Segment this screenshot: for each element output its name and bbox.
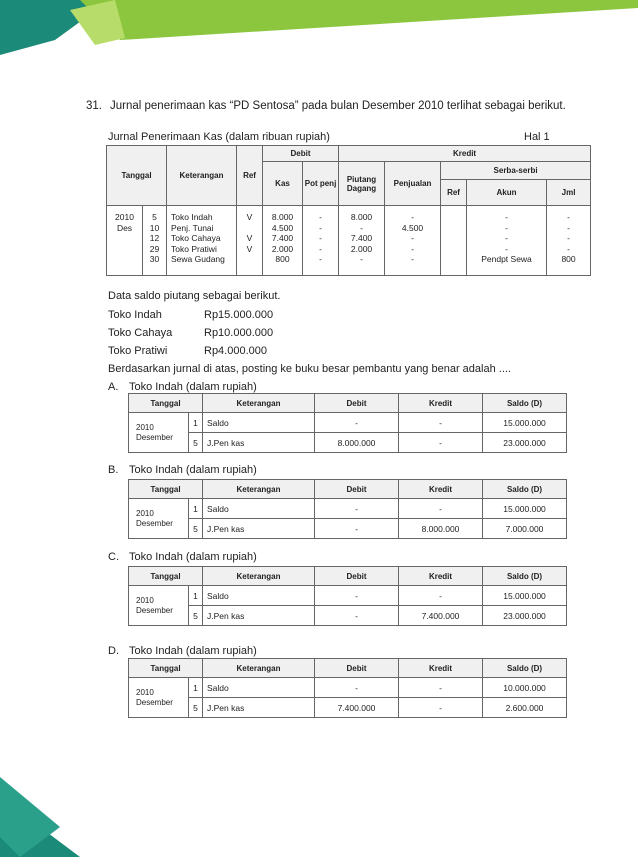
ket: Penj. Tunai (171, 222, 214, 233)
jml: - (567, 212, 570, 222)
option-c-table (128, 566, 567, 626)
day: 10 (149, 222, 160, 233)
ledger-saldo: 23.000.000 (483, 433, 567, 453)
kas: 8.000 (271, 212, 294, 222)
journal-title: Jurnal Penerimaan Kas (dalam ribuan rupiah) (108, 131, 330, 143)
akun: - (505, 212, 508, 222)
journal-penjualan (385, 206, 441, 276)
ledger-month: Desember (136, 518, 173, 528)
col-debit: Debit (263, 146, 339, 162)
ledger-ket: Saldo (203, 413, 315, 433)
col-serba-serbi: Serba-serbi (441, 162, 591, 180)
ledger-day: 5 (189, 606, 203, 626)
day: 30 (149, 254, 160, 264)
ledger-kredit: - (399, 413, 483, 433)
journal-keterangan (167, 206, 237, 276)
ledger-saldo: 15.000.000 (483, 413, 567, 433)
penjualan: 4.500 (401, 222, 424, 233)
ledger-debit: - (315, 678, 399, 698)
pot: - (319, 254, 322, 264)
col-debit: Debit (315, 480, 399, 499)
ledger-day: 1 (189, 678, 203, 698)
ledger-year: 2010 (136, 422, 154, 432)
saldo-name: Toko Indah (108, 309, 162, 321)
saldo-value: Rp15.000.000 (204, 309, 274, 321)
col-debit: Debit (315, 567, 399, 586)
piutang: 8.000 (350, 212, 373, 222)
col-keterangan: Keterangan (203, 659, 315, 678)
col-saldo: Saldo (D) (483, 394, 567, 413)
journal-piutang (339, 206, 385, 276)
ledger-date (129, 413, 189, 453)
col-tanggal: Tanggal (129, 394, 203, 413)
day: 12 (149, 233, 160, 243)
ref (237, 254, 262, 265)
header-decoration (0, 0, 638, 70)
question-number: 31. (86, 100, 102, 112)
saldo-value: Rp10.000.000 (204, 327, 274, 339)
col-keterangan: Keterangan (167, 146, 237, 206)
journal-pot-penj (303, 206, 339, 276)
ledger-month: Desember (136, 605, 173, 615)
ledger-kredit: 8.000.000 (399, 519, 483, 539)
col-ref: Ref (237, 146, 263, 206)
ledger-debit: - (315, 606, 399, 626)
ledger-ket: J.Pen kas (203, 433, 315, 453)
journal-jml (547, 206, 591, 276)
col-tanggal: Tanggal (129, 567, 203, 586)
col-tanggal: Tanggal (129, 480, 203, 499)
ledger-day: 5 (189, 519, 203, 539)
ledger-day: 1 (189, 413, 203, 433)
ledger-kredit: - (399, 499, 483, 519)
ledger-year: 2010 (136, 508, 154, 518)
journal-month: Des (116, 222, 133, 233)
option-a-title[interactable]: Toko Indah (dalam rupiah) (129, 381, 257, 393)
ledger-day: 5 (189, 433, 203, 453)
saldo-value: Rp4.000.000 (204, 345, 267, 357)
question-prompt: Berdasarkan jurnal di atas, posting ke buku besar pembantu yang benar adalah .... (108, 363, 511, 375)
piutang: - (360, 222, 363, 233)
ledger-kredit: - (399, 586, 483, 606)
col-akun: Akun (467, 180, 547, 206)
ket: Toko Indah (171, 212, 213, 222)
ledger-ket: Saldo (203, 586, 315, 606)
col-debit: Debit (315, 394, 399, 413)
col-keterangan: Keterangan (203, 480, 315, 499)
col-saldo: Saldo (D) (483, 567, 567, 586)
day: 29 (149, 243, 160, 254)
ledger-debit: - (315, 413, 399, 433)
col-keterangan: Keterangan (203, 394, 315, 413)
col-kredit: Kredit (339, 146, 591, 162)
ledger-day: 1 (189, 586, 203, 606)
col-kas: Kas (263, 162, 303, 206)
ledger-ket: Saldo (203, 678, 315, 698)
option-d-title[interactable]: Toko Indah (dalam rupiah) (129, 645, 257, 657)
ledger-day: 5 (189, 698, 203, 718)
option-c-title[interactable]: Toko Indah (dalam rupiah) (129, 551, 257, 563)
ledger-debit: 7.400.000 (315, 698, 399, 718)
penjualan: - (411, 212, 414, 222)
journal-ref (237, 206, 263, 276)
journal-ss-ref (441, 206, 467, 276)
piutang: - (360, 254, 363, 264)
jml: - (567, 222, 570, 233)
option-b-table (128, 479, 567, 539)
col-pot-penj: Pot penj (303, 162, 339, 206)
ledger-ket: J.Pen kas (203, 606, 315, 626)
kas: 4.500 (271, 222, 294, 233)
pot: - (319, 233, 322, 243)
ledger-saldo: 2.600.000 (483, 698, 567, 718)
akun: Pendpt Sewa (481, 254, 532, 264)
ledger-kredit: - (399, 433, 483, 453)
ledger-ket: J.Pen kas (203, 698, 315, 718)
ledger-ket: J.Pen kas (203, 519, 315, 539)
ref (237, 223, 262, 234)
ledger-saldo: 23.000.000 (483, 606, 567, 626)
option-a-letter[interactable]: A. (108, 381, 119, 393)
ket: Sewa Gudang (171, 254, 225, 264)
col-tanggal: Tanggal (107, 146, 167, 206)
journal-akun (467, 206, 547, 276)
saldo-intro: Data saldo piutang sebagai berikut. (108, 290, 281, 302)
jml: - (567, 233, 570, 243)
ledger-day: 1 (189, 499, 203, 519)
ledger-debit: - (315, 519, 399, 539)
col-tanggal: Tanggal (129, 659, 203, 678)
col-penjualan: Penjualan (385, 162, 441, 206)
ledger-debit: 8.000.000 (315, 433, 399, 453)
journal-page: Hal 1 (524, 131, 550, 143)
saldo-name: Toko Pratiwi (108, 345, 168, 357)
journal-table (106, 145, 591, 276)
col-piutang: Piutang Dagang (339, 162, 385, 206)
journal-year: 2010 (115, 212, 134, 222)
ket: Toko Pratiwi (171, 243, 217, 254)
col-saldo: Saldo (D) (483, 659, 567, 678)
penjualan: - (411, 254, 414, 264)
option-a-table (128, 393, 567, 453)
journal-kas (263, 206, 303, 276)
piutang: 7.400 (350, 233, 373, 243)
col-kredit: Kredit (399, 480, 483, 499)
col-jml: Jml (547, 180, 591, 206)
saldo-name: Toko Cahaya (108, 327, 173, 339)
ket: Toko Cahaya (171, 233, 221, 243)
col-kredit: Kredit (399, 567, 483, 586)
ledger-year: 2010 (136, 595, 154, 605)
col-saldo: Saldo (D) (483, 480, 567, 499)
penjualan: - (411, 243, 414, 254)
kas: 800 (275, 254, 290, 264)
ledger-debit: - (315, 499, 399, 519)
ledger-saldo: 15.000.000 (483, 586, 567, 606)
option-d-letter[interactable]: D. (108, 645, 119, 657)
ledger-date (129, 678, 189, 718)
question-text: Jurnal penerimaan kas “PD Sentosa” pada bulan Desember 2010 terlihat sebagai berikut. (110, 100, 566, 112)
jml: - (567, 243, 570, 254)
ledger-kredit: - (399, 698, 483, 718)
option-b-letter[interactable]: B. (108, 464, 119, 476)
jml: 800 (561, 254, 576, 264)
ledger-saldo: 15.000.000 (483, 499, 567, 519)
col-ss-ref: Ref (441, 180, 467, 206)
journal-date-cell (107, 206, 143, 276)
col-debit: Debit (315, 659, 399, 678)
ledger-date (129, 586, 189, 626)
option-b-title[interactable]: Toko Indah (dalam rupiah) (129, 464, 257, 476)
akun: - (505, 222, 508, 233)
option-c-letter[interactable]: C. (108, 551, 119, 563)
col-kredit: Kredit (399, 394, 483, 413)
ledger-year: 2010 (136, 687, 154, 697)
footer-decoration (0, 777, 200, 857)
ledger-date (129, 499, 189, 539)
ledger-saldo: 7.000.000 (483, 519, 567, 539)
pot: - (319, 243, 322, 254)
ledger-month: Desember (136, 697, 173, 707)
akun: - (505, 243, 508, 254)
col-keterangan: Keterangan (203, 567, 315, 586)
ref: V (246, 212, 253, 222)
ref: V (246, 233, 253, 243)
pot: - (319, 212, 322, 222)
ledger-debit: - (315, 586, 399, 606)
ledger-ket: Saldo (203, 499, 315, 519)
ledger-kredit: - (399, 678, 483, 698)
option-d-table (128, 658, 567, 718)
ledger-saldo: 10.000.000 (483, 678, 567, 698)
day: 5 (152, 212, 157, 222)
kas: 7.400 (271, 233, 294, 243)
ledger-kredit: 7.400.000 (399, 606, 483, 626)
piutang: 2.000 (350, 243, 373, 254)
akun: - (505, 233, 508, 243)
ledger-month: Desember (136, 432, 173, 442)
kas: 2.000 (271, 243, 294, 254)
journal-days (143, 206, 167, 276)
penjualan: - (411, 233, 414, 243)
pot: - (319, 222, 322, 233)
ref: V (246, 243, 253, 254)
col-kredit: Kredit (399, 659, 483, 678)
